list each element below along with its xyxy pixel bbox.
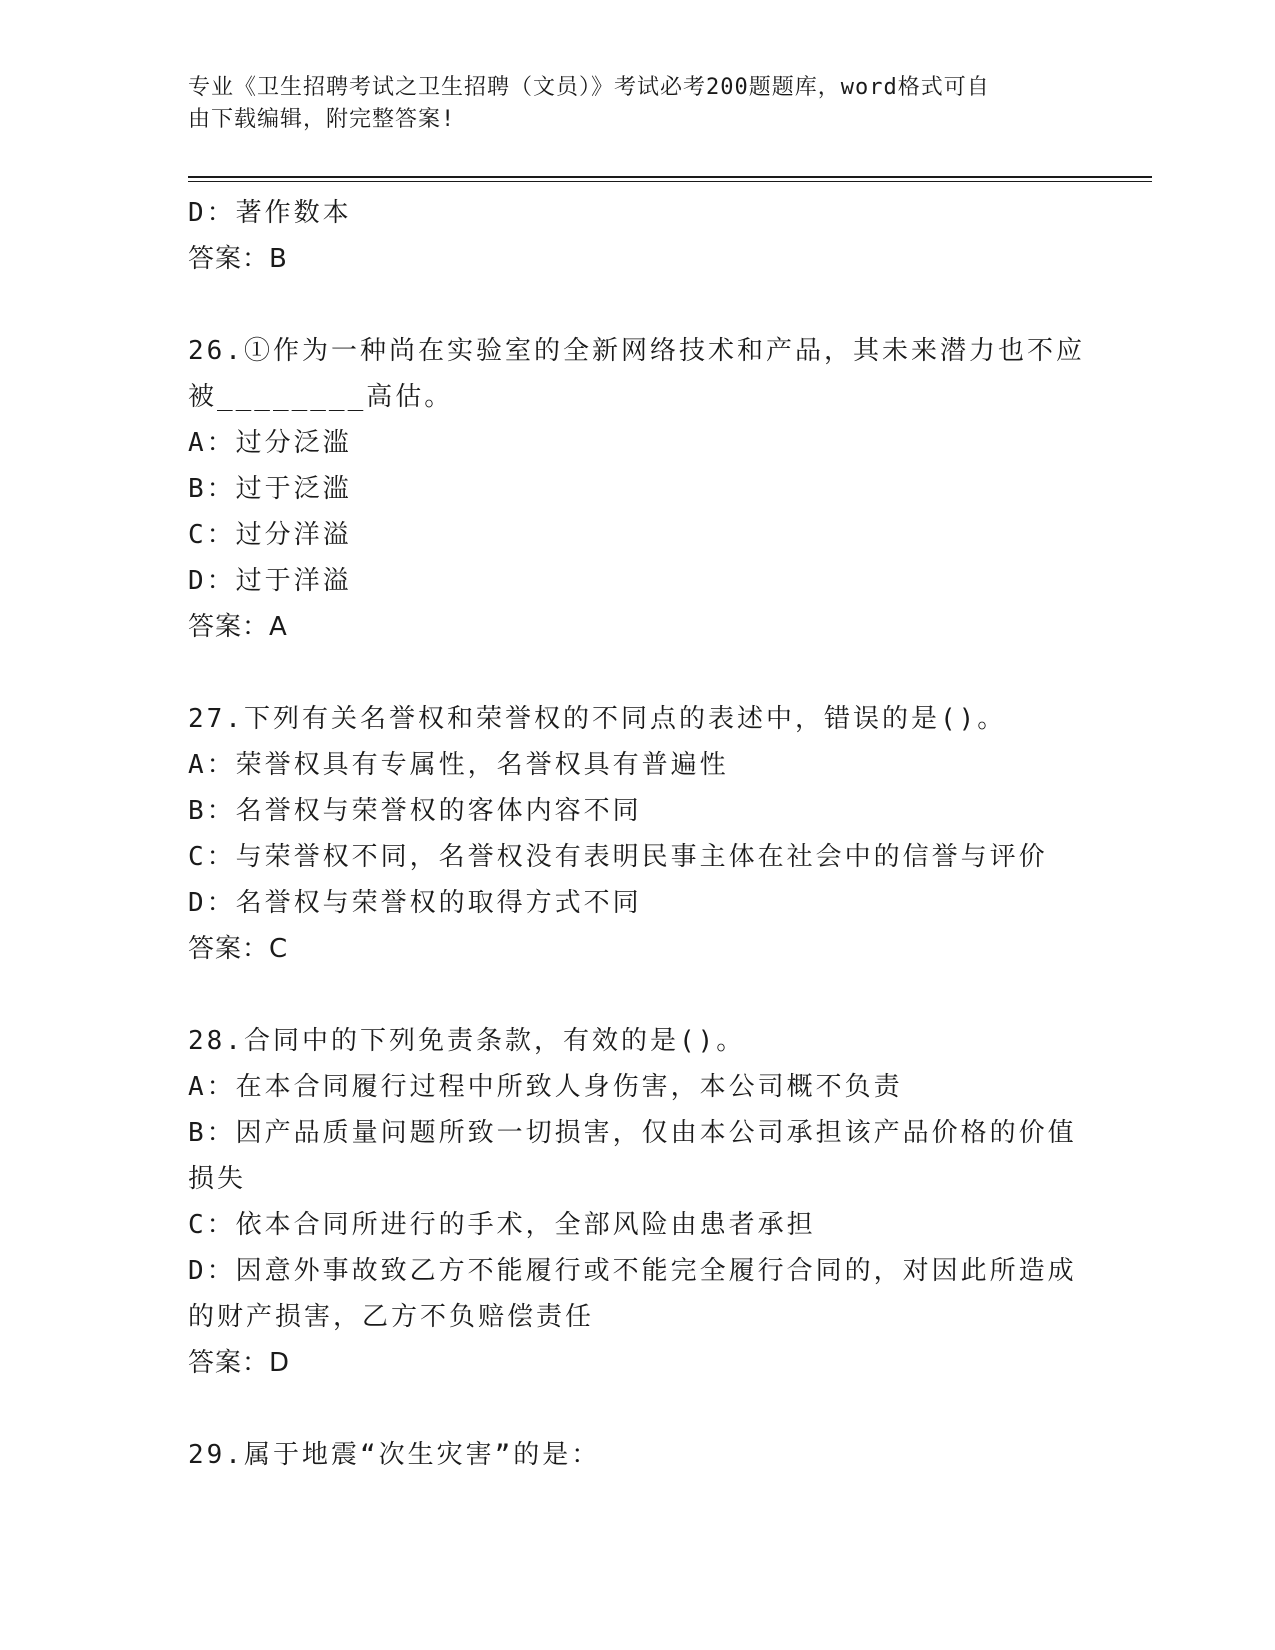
option-c: C：与荣誉权不同，名誉权没有表明民事主体在社会中的信誉与评价 [188, 842, 1048, 872]
header-line-1: 专业《卫生招聘考试之卫生招聘（文员）》考试必考200题题库，word格式可自 [188, 75, 990, 100]
answer-line: 答案：D [188, 1348, 291, 1378]
header-line-2: 由下载编辑，附完整答案! [188, 107, 456, 132]
option-b: B：名誉权与荣誉权的客体内容不同 [188, 796, 642, 826]
question-block-26 [188, 328, 1088, 650]
spacer [188, 1386, 1088, 1432]
option-a: A：过分泛滥 [188, 428, 352, 458]
option-d: D：著作数本 [188, 198, 352, 228]
question-text-continued: 被________高估。 [188, 382, 454, 412]
question-text: 26.①作为一种尚在实验室的全新网络技术和产品，其未来潜力也不应 [188, 336, 1085, 366]
option-d: D：名誉权与荣誉权的取得方式不同 [188, 888, 642, 918]
option-b: B：因产品质量问题所致一切损害，仅由本公司承担该产品价格的价值 [188, 1118, 1077, 1148]
option-d: D：因意外事故致乙方不能履行或不能完全履行合同的，对因此所造成 [188, 1256, 1077, 1286]
question-block-29 [188, 1432, 1088, 1478]
header-divider-thin [188, 181, 1152, 182]
spacer [188, 972, 1088, 1018]
answer-line: 答案：A [188, 612, 288, 642]
answer-line: 答案：C [188, 934, 289, 964]
header-divider-thick [188, 176, 1152, 178]
spacer [188, 282, 1088, 328]
option-c: C：过分洋溢 [188, 520, 352, 550]
spacer [188, 650, 1088, 696]
document-header [188, 72, 1068, 136]
option-a: A：荣誉权具有专属性，名誉权具有普遍性 [188, 750, 729, 780]
option-a: A：在本合同履行过程中所致人身伤害，本公司概不负责 [188, 1072, 903, 1102]
question-text: 27.下列有关名誉权和荣誉权的不同点的表述中，错误的是()。 [188, 704, 1007, 734]
option-b: B：过于泛滥 [188, 474, 352, 504]
option-c: C：依本合同所进行的手术，全部风险由患者承担 [188, 1210, 816, 1240]
option-b-continued: 损失 [188, 1164, 247, 1194]
question-block-28 [188, 1018, 1088, 1386]
question-text: 29.属于地震“次生灾害”的是： [188, 1440, 601, 1470]
question-text: 28.合同中的下列免责条款，有效的是()。 [188, 1026, 746, 1056]
option-d-continued: 的财产损害，乙方不负赔偿责任 [188, 1302, 595, 1332]
question-block-prev [188, 190, 1088, 282]
question-block-27 [188, 696, 1088, 972]
question-list [188, 190, 1088, 1478]
answer-line: 答案：B [188, 244, 288, 274]
option-d: D：过于洋溢 [188, 566, 352, 596]
